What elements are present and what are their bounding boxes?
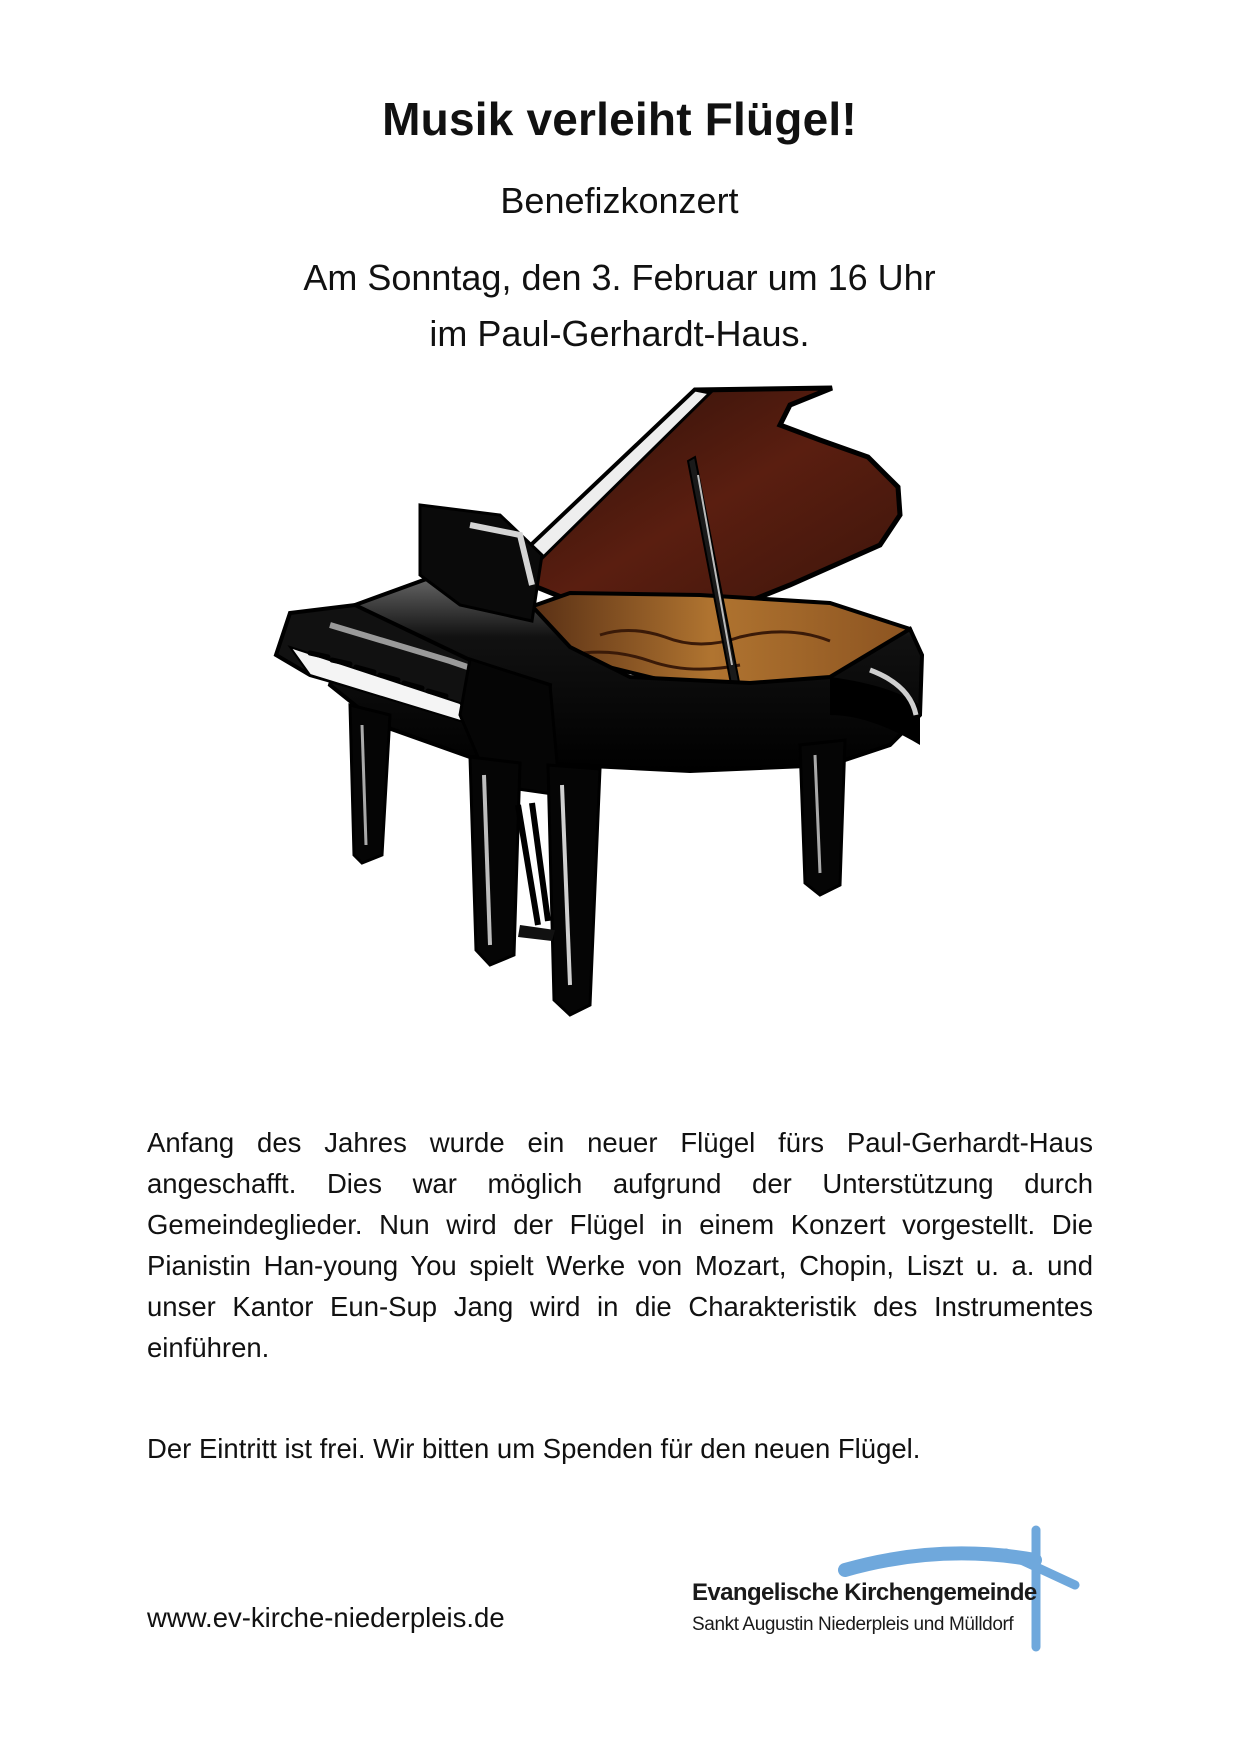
event-date: Am Sonntag, den 3. Februar um 16 Uhr: [303, 257, 936, 298]
website-link[interactable]: www.ev-kirche-niederpleis.de: [147, 1602, 505, 1633]
grand-piano-icon: [270, 385, 930, 1065]
logo-subtitle: Sankt Augustin Niederpleis und Mülldorf: [692, 1614, 1014, 1635]
admission-note: Der Eintritt ist frei. Wir bitten um Spenden für den neuen Flügel.: [147, 1433, 921, 1464]
event-location: im Paul-Gerhardt-Haus.: [429, 313, 810, 354]
church-logo: [690, 1525, 1090, 1655]
event-details: [0, 250, 1239, 362]
subtitle: Benefizkonzert: [500, 180, 739, 221]
description-paragraph: Anfang des Jahres wurde ein neuer Flügel fürs Paul-Gerhardt-Haus angeschafft. Dies war möglich aufgrund der Unterstützung durch Gemeindeglieder. Nun wird der Flügel in einem Konzert vorgestellt. Die Pianistin Han-young You spielt Werke von Mozart, Chopin, Liszt u. a. und unser Kantor Eun-Sup Jang wird in die Charakteristik des Instrumentes einführen.: [147, 1127, 1093, 1363]
page-title: Musik verleiht Flügel!: [382, 93, 857, 145]
logo-name: Evangelische Kirchengemeinde: [692, 1579, 1037, 1606]
